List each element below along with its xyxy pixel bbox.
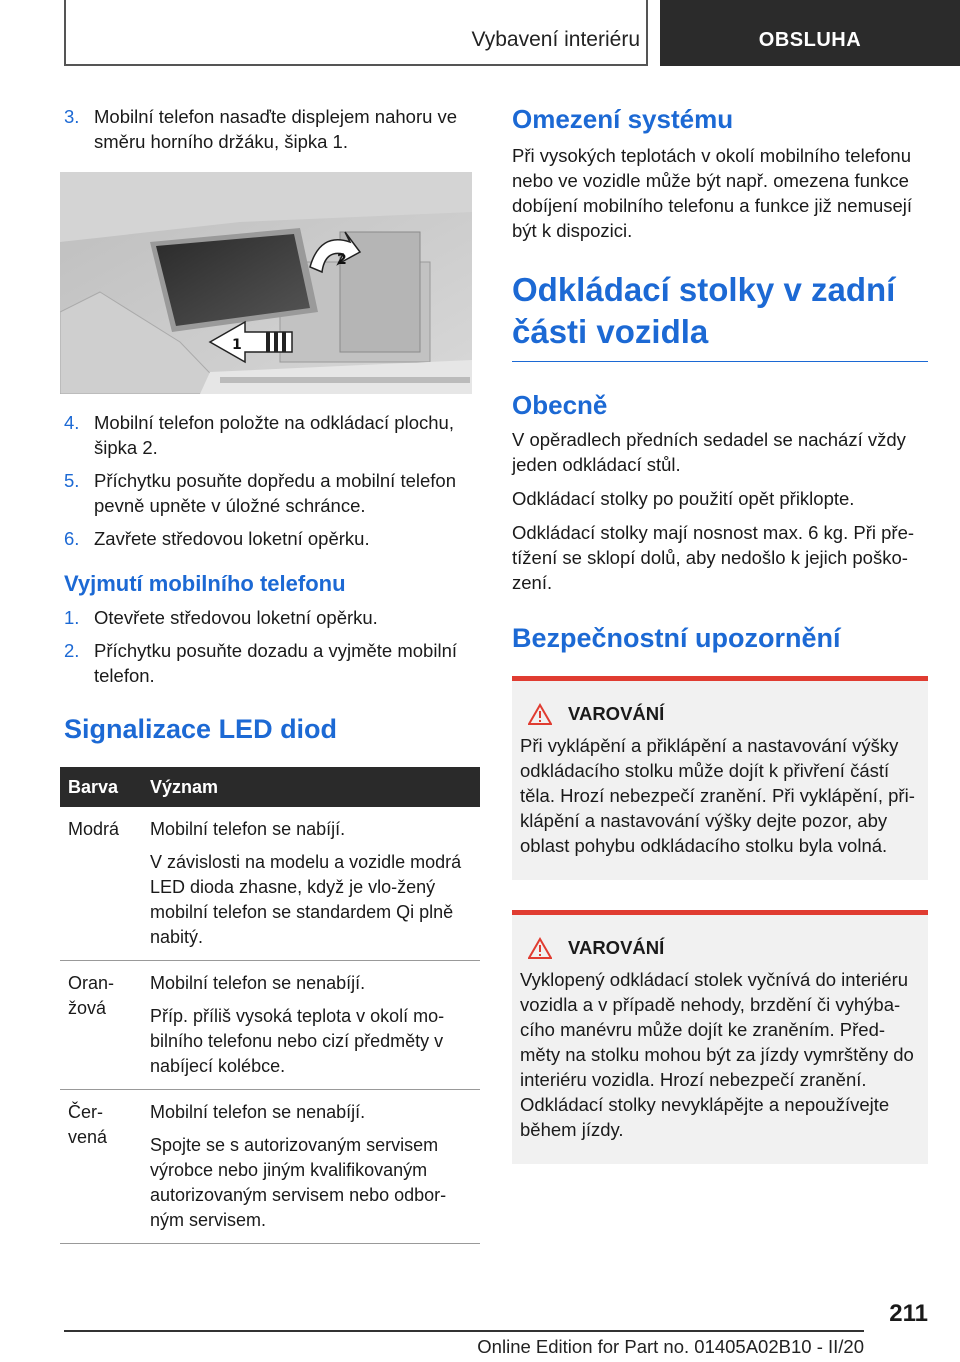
general-paragraph: Odkládací stolky mají nosnost max. 6 kg. Při pře-tížení se sklopí dolů, aby nedošlo k jejich poško-zení.: [512, 522, 915, 593]
general-heading: Obecně: [512, 390, 608, 420]
warning-title: [520, 937, 920, 959]
column-header-meaning: Význam: [142, 767, 480, 807]
safety-heading: Bezpečnostní upozornění: [512, 623, 841, 653]
arrow-1-label: 1: [232, 337, 242, 353]
cell-color: Čer-vená: [60, 1090, 142, 1244]
warning-title-text: VAROVÁNÍ: [568, 937, 665, 958]
step-number: 5.: [64, 470, 80, 491]
rear-trays-heading: Odkládací stolky v zadní části vozidla: [512, 269, 928, 362]
page-number: 211: [889, 1300, 928, 1327]
cell-color: Oran-žová: [60, 961, 142, 1090]
step-5: [64, 468, 480, 518]
step-text: Zavřete středovou loketní opěrku.: [94, 528, 370, 549]
step-number: 2.: [64, 640, 80, 661]
header-section-title: Vybavení interiéru: [471, 28, 640, 51]
step-number: 4.: [64, 412, 80, 433]
step-text: Mobilní telefon položte na odkládací plochu, šipka 2.: [94, 412, 454, 458]
meaning-line: Mobilní telefon se nabíjí.: [150, 819, 346, 839]
left-column: [64, 104, 480, 1244]
warning-title-text: VAROVÁNÍ: [568, 703, 665, 724]
table-header-row: [60, 767, 480, 807]
footer-divider: [64, 1330, 864, 1332]
warning-text: Při vyklápění a přiklápění a nastavování výšky odkládacího stolku může dojít k přivření částí těla. Hrozí nebezpečí zranění. Při vyklápění, při-klápění a nastavování výšky dejte pozor, aby oblast pohybu odkládacího stolku byla volná.: [520, 735, 915, 856]
phone-insertion-illustration: [60, 172, 472, 394]
footer-edition: Online Edition for Part no. 01405A02B10 - II/20: [477, 1336, 864, 1357]
step-text: Příchytku posuňte dozadu a vyjměte mobilní telefon.: [94, 640, 457, 686]
cell-meaning: [142, 807, 480, 961]
table-row: [60, 961, 480, 1090]
meaning-line: V závislosti na modelu a vozidle modrá LED dioda zhasne, když je vlo-žený mobilní telefon se standardem Qi plně nabitý.: [150, 852, 462, 947]
cell-meaning: [142, 961, 480, 1090]
warning-triangle-icon: [528, 703, 552, 725]
right-column: [512, 104, 928, 1174]
step-number: 3.: [64, 106, 80, 127]
cell-meaning: [142, 1090, 480, 1244]
warning-title: [520, 703, 920, 725]
meaning-line: Spojte se s autorizovaným servisem výrobce nebo jiným kvalifikovaným autorizovaným servisem nebo odbor-ným servisem.: [150, 1135, 447, 1230]
system-limits-heading: Omezení systému: [512, 104, 734, 134]
step-text: Příchytku posuňte dopředu a mobilní telefon pevně upněte v úložné schránce.: [94, 470, 457, 516]
led-signal-heading: Signalizace LED diod: [64, 714, 338, 744]
cell-color: Modrá: [60, 807, 142, 961]
warning-box: [512, 910, 928, 1164]
step-4: [64, 410, 480, 460]
remove-phone-heading: Vyjmutí mobilního telefonu: [64, 571, 346, 596]
warning-triangle-icon: [528, 937, 552, 959]
step-number: 6.: [64, 528, 80, 549]
remove-step-1: [64, 605, 480, 630]
arrow-2-label: 2: [337, 252, 347, 268]
led-signal-table: [60, 767, 480, 1244]
column-header-color: Barva: [60, 767, 142, 807]
header-chapter-tab: OBSLUHA: [660, 0, 960, 66]
step-number: 1.: [64, 607, 80, 628]
remove-step-2: [64, 638, 480, 688]
step-text: Otevřete středovou loketní opěrku.: [94, 607, 378, 628]
warning-box: [512, 676, 928, 880]
warning-text: Vyklopený odkládací stolek vyčnívá do interiéru vozidla a v případě nehody, brzdění či vyhýba-cího manévru může dojít ke zraněním. Před-měty na stolku mohou být za jízdy vymrštěny do interiéru vozidla. Hrozí nebezpečí zranění. Odkládací stolky nevyklápějte a nepoužívejte během jízdy.: [520, 969, 914, 1140]
step-text: Mobilní telefon nasaďte displejem nahoru ve směru horního držáku, šipka 1.: [94, 106, 458, 152]
table-row: [60, 1090, 480, 1244]
table-row: [60, 807, 480, 961]
step-3: [64, 104, 480, 154]
system-limits-text: Při vysokých teplotách v okolí mobilního telefonu nebo ve vozidle může být např. omezena funkce dobíjení mobilního telefonu a funkce již nemusejí být k dispozici.: [512, 145, 913, 241]
phone-insertion-photo: [60, 172, 472, 394]
general-paragraph: Odkládací stolky po použití opět přiklopte.: [512, 488, 855, 509]
meaning-line: Příp. příliš vysoká teplota v okolí mo-bilního telefonu nebo cizí předměty v nabíjecí kolébce.: [150, 1006, 445, 1076]
spacer: [512, 890, 928, 910]
meaning-line: Mobilní telefon se nenabíjí.: [150, 1102, 366, 1122]
meaning-line: Mobilní telefon se nenabíjí.: [150, 973, 366, 993]
general-paragraph: V opěradlech předních sedadel se nachází vždy jeden odkládací stůl.: [512, 429, 906, 475]
step-6: [64, 526, 480, 551]
